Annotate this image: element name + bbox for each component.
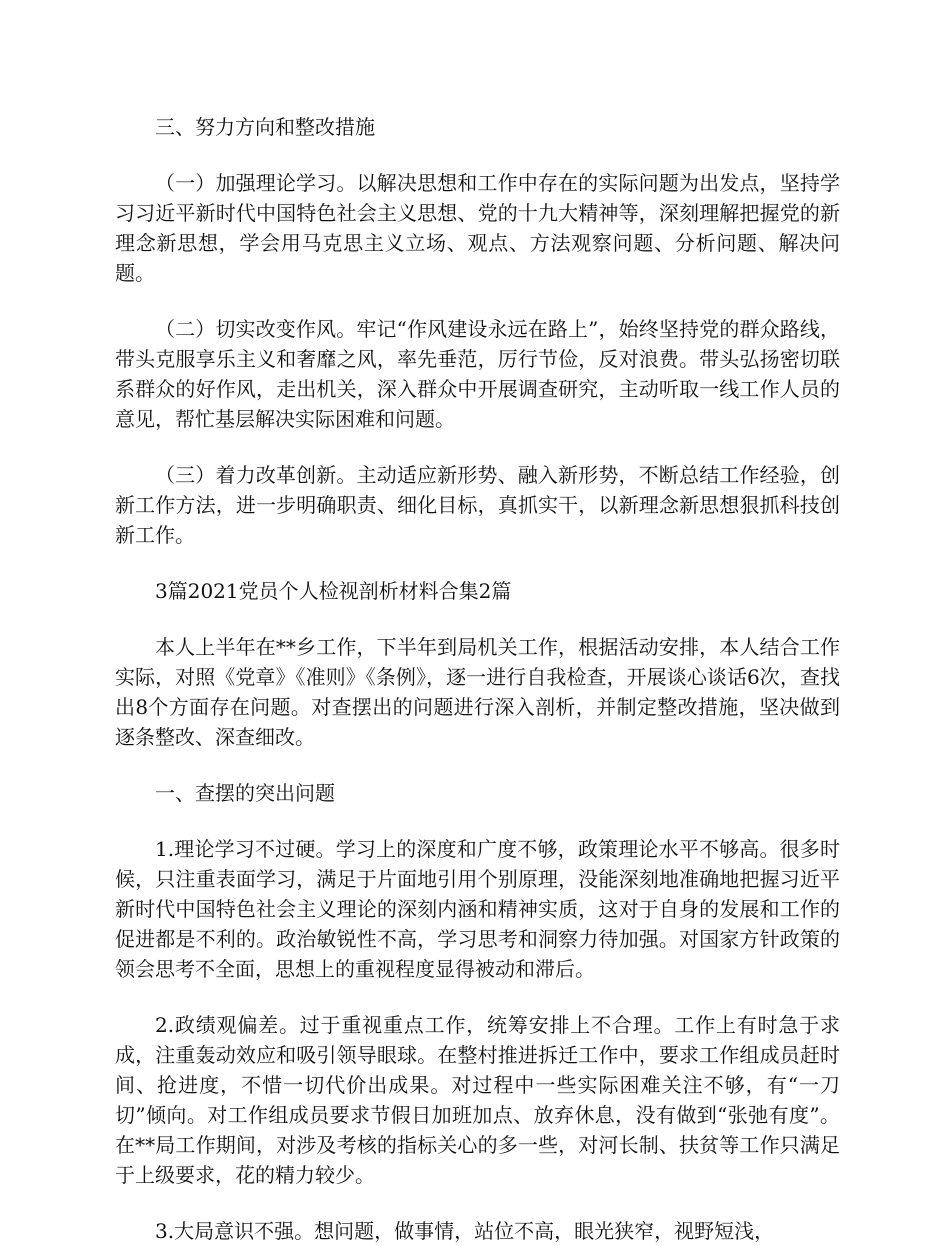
article-title: 3篇2021党员个人检视剖析材料合集2篇 xyxy=(155,579,512,603)
paragraph-work-style: （二）切实改变作风。牢记“作风建设永远在路上”，始终坚持党的群众路线，带头克服享乐主义和奢靡之风，率先垂范，厉行节俭，反对浪费。带头弘扬密切联系群众的好作风，走出机关，深入群众中开展调查研究，主动听取一线工作人员的意见，帮忙基层解决实际困难和问题。 xyxy=(115,317,840,431)
section-heading-problems: 一、查摆的突出问题 xyxy=(155,781,335,805)
section-heading-improvement-measures: 三、努力方向和整改措施 xyxy=(155,115,375,139)
paragraph-problem-1: 1.理论学习不过硬。学习上的深度和广度不够，政策理论水平不够高。很多时候，只注重表面学习，满足于片面地引用个别原理，没能深刻地准确地把握习近平新时代中国特色社会主义理论的深刻内涵和精神实质，这对于自身的发展和工作的促进都是不利的。政治敏锐性不高，学习思考和洞察力待加强。对国家方针政策的领会思考不全面，思想上的重视程度显得被动和滞后。 xyxy=(115,837,840,981)
paragraph-introduction: 本人上半年在**乡工作，下半年到局机关工作，根据活动安排，本人结合工作实际，对照《党章》《准则》《条例》，逐一进行自我检查，开展谈心谈话6次，查找出8个方面存在问题。对查摆出的问题进行深入剖析，并制定整改措施，坚决做到逐条整改、深查细改。 xyxy=(115,635,840,749)
paragraph-theory-study: （一）加强理论学习。以解决思想和工作中存在的实际问题为出发点，坚持学习习近平新时代中国特色社会主义思想、党的十九大精神等，深刻理解把握党的新理念新思想，学会用马克思主义立场、观点、方法观察问题、分析问题、解决问题。 xyxy=(115,171,840,285)
paragraph-problem-2: 2.政绩观偏差。过于重视重点工作，统筹安排上不合理。工作上有时急于求成，注重轰动效应和吸引领导眼球。在整村推进拆迁工作中，要求工作组成员赶时间、抢进度，不惜一切代价出成果。对过程中一些实际困难关注不够，有“一刀切”倾向。对工作组成员要求节假日加班加点、放弃休息，没有做到“张弛有度”。在**局工作期间，对涉及考核的指标关心的多一些，对河长制、扶贫等工作只满足于上级要求，花的精力较少。 xyxy=(115,1013,840,1187)
paragraph-reform-innovation: （三）着力改革创新。主动适应新形势、融入新形势，不断总结工作经验，创新工作方法，进一步明确职责、细化目标，真抓实干，以新理念新思想狠抓科技创新工作。 xyxy=(115,463,840,547)
document-body xyxy=(115,112,840,1246)
paragraph-problem-3: 3.大局意识不强。想问题，做事情，站位不高，眼光狭窄，视野短浅， xyxy=(155,1219,775,1243)
